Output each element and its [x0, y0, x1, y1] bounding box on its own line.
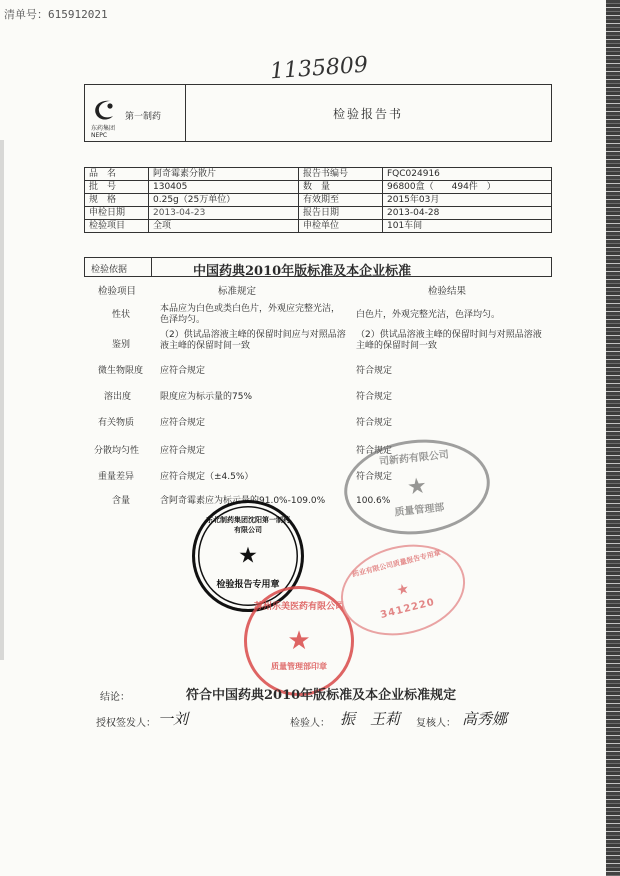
row-result: （2）供试品溶液主峰的保留时间与对照品溶液主峰的保留时间一致	[356, 330, 542, 351]
report-title: 检验报告书	[332, 106, 403, 121]
report-date-value: 2013-04-28	[383, 207, 552, 220]
report-no-value: FQC024916	[383, 168, 552, 181]
table-row	[85, 181, 552, 194]
scan-shadow	[0, 140, 4, 660]
spec-label: 规 格	[85, 194, 149, 207]
report-no-label: 报告书编号	[299, 168, 383, 181]
row-item: 分散均匀性	[94, 446, 140, 456]
unit-value: 101车间	[383, 220, 552, 233]
reviewer-signature: 高秀娜	[462, 710, 508, 728]
row-standard: 应符合规定	[160, 366, 206, 376]
stamp-ring-text: 苏州乐美医药有限公司	[253, 602, 344, 612]
row-result: 白色片，外观完整光洁，色泽均匀。	[356, 310, 501, 320]
stamp-center-text: 质量管理部	[394, 502, 445, 519]
item-label: 检验项目	[85, 220, 149, 233]
row-item: 性状	[112, 310, 131, 320]
table-row	[85, 168, 552, 181]
row-standard: 应符合规定	[160, 418, 206, 428]
inspector-label: 检验人：	[290, 718, 330, 729]
group-name	[91, 125, 115, 139]
list-number: 清单号：615912021	[4, 8, 108, 21]
stamp-center-text: 检验报告专用章	[216, 580, 280, 590]
table-row	[85, 220, 552, 233]
star-icon: ★	[238, 543, 258, 569]
row-result: 符合规定	[356, 418, 393, 428]
row-standard: 限度应为标示量的75%	[160, 392, 253, 402]
report-date-label: 报告日期	[299, 207, 383, 220]
row-result: 100.6%	[356, 496, 391, 506]
row-result: 符合规定	[356, 446, 393, 456]
report-header	[84, 84, 552, 142]
column-header-standard: 标准规定	[218, 286, 257, 297]
stamp-ring-text: 司新药有限公司	[378, 449, 450, 468]
star-icon: ★	[405, 473, 429, 501]
table-row	[85, 194, 552, 207]
stamp-center-text: 质量管理部印章	[271, 662, 327, 671]
product-value: 阿奇霉素分散片	[149, 168, 299, 181]
basis-label: 检验依据	[91, 265, 128, 275]
row-result: 符合规定	[356, 392, 393, 402]
basis-value: 中国药典2010年版标准及本企业标准	[193, 264, 412, 279]
expiry-value: 2015年03月	[383, 194, 552, 207]
row-standard: 含阿奇霉素应为标示量的91.0%-109.0%	[160, 496, 326, 506]
quality-management-stamp	[244, 586, 354, 696]
scan-edge	[606, 0, 620, 876]
column-header-item: 检验项目	[98, 286, 137, 297]
handwritten-number: 1135809	[269, 52, 369, 85]
item-value: 全项	[149, 220, 299, 233]
company-logo-icon	[91, 97, 117, 123]
stamp-ring-text: 东北制药集团沈阳第一制药有限公司	[206, 516, 290, 534]
row-result: 符合规定	[356, 472, 393, 482]
row-result: 符合规定	[356, 366, 393, 376]
row-item: 重量差异	[98, 472, 135, 482]
row-item: 有关物质	[98, 418, 135, 428]
product-label: 品 名	[85, 168, 149, 181]
qty-label: 数 量	[299, 181, 383, 194]
reviewer-label: 复核人：	[416, 718, 456, 729]
approver-label: 授权签发人：	[96, 718, 156, 729]
info-table	[84, 167, 552, 233]
basis-divider	[151, 258, 152, 276]
company-name: 第一制药	[125, 112, 162, 122]
row-item: 溶出度	[104, 392, 132, 402]
group-name-en: NEPC	[91, 132, 108, 139]
qty-value: 96800盒（ 494件 ）	[383, 181, 552, 194]
row-item: 含量	[112, 496, 131, 506]
column-header-result: 检验结果	[428, 286, 467, 297]
unit-label: 申检单位	[299, 220, 383, 233]
group-name-cn: 东药集团	[91, 125, 116, 132]
inspect-date-value: 2013-04-23	[149, 207, 299, 220]
inspector-signature: 振 王莉	[340, 710, 401, 728]
row-standard: 应符合规定（±4.5%）	[160, 472, 254, 482]
table-row	[85, 207, 552, 220]
row-item: 鉴别	[112, 340, 131, 350]
approver-signature: 一刘	[158, 710, 189, 728]
row-standard: （2）供试品溶液主峰的保留时间应与对照品溶液主峰的保留时间一致	[160, 330, 346, 351]
row-standard: 本品应为白色或类白色片，外观应完整光洁，色泽均匀。	[160, 304, 341, 325]
row-item: 微生物限度	[98, 366, 144, 376]
row-standard: 应符合规定	[160, 446, 206, 456]
inspection-basis	[84, 257, 552, 277]
inspect-date-label: 申检日期	[85, 207, 149, 220]
star-icon: ★	[287, 626, 311, 656]
batch-label: 批 号	[85, 181, 149, 194]
batch-value: 130405	[149, 181, 299, 194]
logo-cell	[85, 85, 186, 141]
conclusion-value: 符合中国药典2010年版标准及本企业标准规定	[186, 688, 457, 703]
expiry-label: 有效期至	[299, 194, 383, 207]
star-icon: ★	[394, 580, 412, 600]
stamp-number: 3412220	[379, 596, 437, 621]
stamp-ring-text: 药业有限公司质量报告专用章	[351, 548, 442, 579]
spec-value: 0.25g（25万单位）	[149, 194, 299, 207]
conclusion-label: 结论：	[100, 692, 130, 703]
